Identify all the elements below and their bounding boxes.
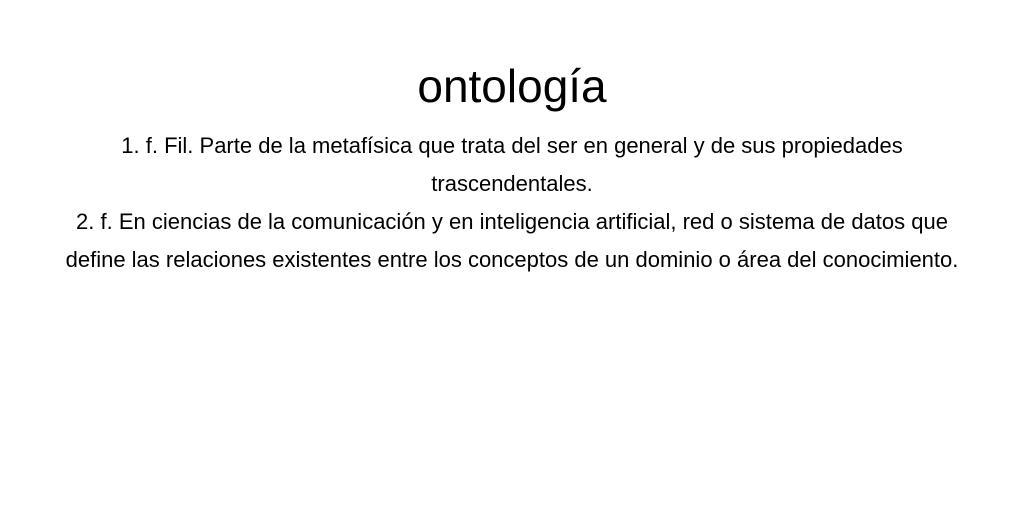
- definition-1: [52, 127, 972, 203]
- definition-2: [52, 203, 972, 279]
- definition-text: f. En ciencias de la comunicación y en inteligencia artificial, red o sistema de datos que define las relaciones existentes entre los conceptos de un dominio o área del conocimiento.: [65, 209, 959, 272]
- definition-number: 1.: [121, 133, 140, 158]
- definition-text: f. Fil. Parte de la metafísica que trata del ser en general y de sus propiedades trascendentales.: [145, 133, 903, 196]
- definition-number: 2.: [76, 209, 95, 234]
- definitions-list: [52, 127, 972, 279]
- entry-word: ontología: [417, 60, 607, 112]
